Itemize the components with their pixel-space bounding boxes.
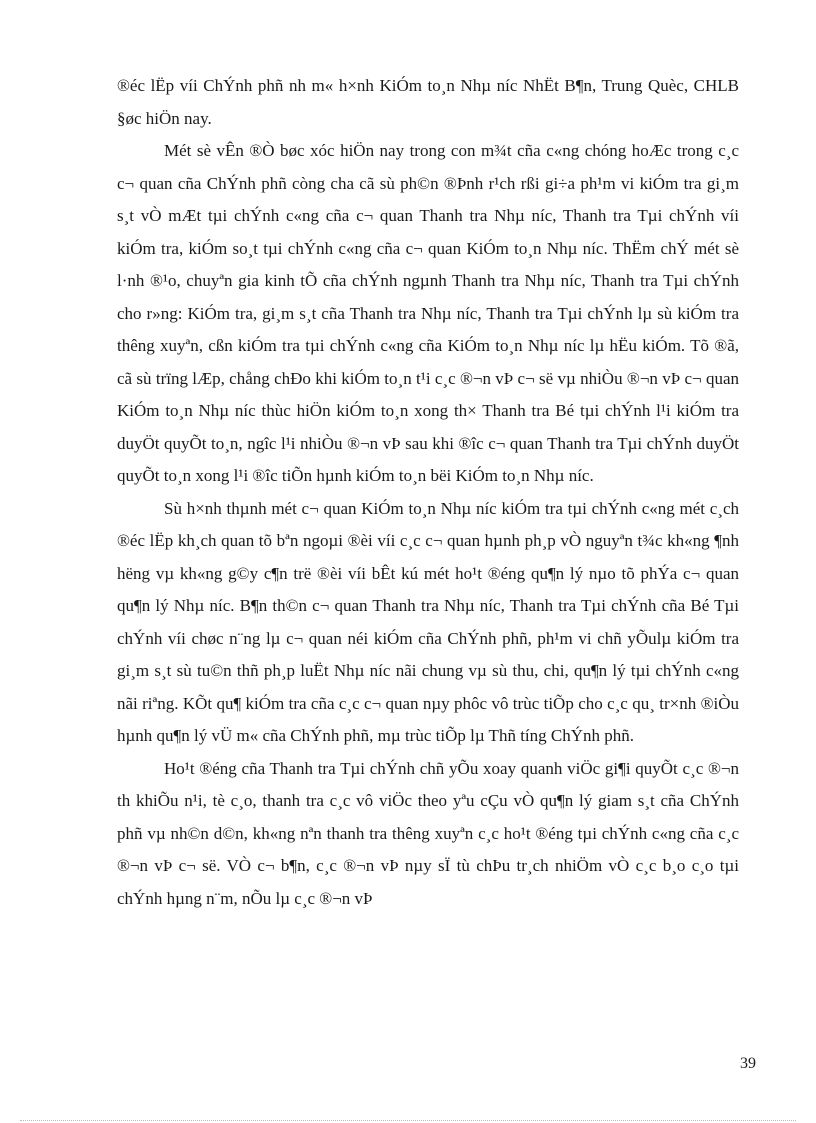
paragraph-2: Mét sè vÊn ®Ò bøc xóc hiÖn nay trong con m¾t cña c«ng chóng hoÆc trong c¸c c¬ quan cña ChÝnh phñ còng cha cã sù ph©n ®Þnh r¹ch rßi gi÷a ph¹m vi kiÓm tra gi¸m s¸t vÒ mÆt tµi chÝnh c«ng cña c¬ quan Thanh tra Nhµ níc, Thanh tra Tµi chÝnh víi kiÓm tra, kiÓm so¸t tµi chÝnh c«ng cña c¬ quan KiÓm to¸n Nhµ níc. ThËm chÝ mét sè l·nh ®¹o, chuyªn gia kinh tÕ cña chÝnh ngµnh Thanh tra Nhµ níc, Thanh tra Tµi chÝnh cho r»ng: KiÓm tra, gi¸m s¸t cña Thanh tra Nhµ níc, Thanh tra Tµi chÝnh lµ sù kiÓm tra thêng xuyªn, cßn kiÓm tra tµi chÝnh c«ng cña KiÓm to¸n Nhµ níc lµ hËu kiÓm. Tõ ®ã, cã sù trïng lÆp, chång chÐo khi kiÓm to¸n t¹i c¸c ®¬n vÞ c¬ së vµ nhiÒu ®¬n vÞ c¬ quan KiÓm to¸n Nhµ níc thùc hiÖn kiÓm to¸n xong th× Thanh tra Bé tµi chÝnh l¹i kiÓm tra duyÖt quyÕt to¸n, ngîc l¹i nhiÒu ®¬n vÞ sau khi ®îc c¬ quan Thanh tra Tµi chÝnh duyÖt quyÕt to¸n xong l¹i ®îc tiÕn hµnh kiÓm to¸n bëi KiÓm to¸n Nhµ níc. xyxy=(117,141,739,485)
page-bottom-divider xyxy=(20,1120,796,1121)
body-text xyxy=(117,70,739,915)
page-number: 39 xyxy=(740,1055,756,1072)
paragraph-3: Sù h×nh thµnh mét c¬ quan KiÓm to¸n Nhµ níc kiÓm tra tµi chÝnh c«ng mét c¸ch ®éc lËp kh¸ch quan tõ bªn ngoµi ®èi víi c¸c c¬ quan hµnh ph¸p vÒ nguyªn t¾c kh«ng ¶nh hëng vµ kh«ng g©y c¶n trë ®èi víi bÊt kú mét ho¹t ®éng qu¶n lý nµo tõ phÝa c¬ quan qu¶n lý Nhµ níc. B¶n th©n c¬ quan Thanh tra Nhµ níc, Thanh tra Tµi chÝnh cña Bé Tµi chÝnh víi chøc n¨ng lµ c¬ quan néi kiÓm cña ChÝnh phñ, ph¹m vi chñ yÕulµ kiÓm tra gi¸m s¸t sù tu©n thñ ph¸p luËt Nhµ níc nãi chung vµ sù thu, chi, qu¶n lý tµi chÝnh c«ng nãi riªng. KÕt qu¶ kiÓm tra cña c¸c c¬ quan nµy phôc vô trùc tiÕp cho c¸c qu¸ tr×nh ®iÒu hµnh qu¶n lý vÜ m« cña ChÝnh phñ, mµ trùc tiÕp lµ Thñ tíng ChÝnh phñ. xyxy=(117,498,739,745)
paragraph-4: Ho¹t ®éng cña Thanh tra Tµi chÝnh chñ yÕu xoay quanh viÖc gi¶i quyÕt c¸c ®¬n th khiÕu n¹i, tè c¸o, thanh tra c¸c vô viÖc theo yªu cÇu vÒ qu¶n lý giam s¸t cña ChÝnh phñ vµ nh©n d©n, kh«ng nªn thanh tra thêng xuyªn c¸c ho¹t ®éng tµi chÝnh c«ng cña c¸c ®¬n vÞ c¬ së. VÒ c¬ b¶n, c¸c ®¬n vÞ nµy sÏ tù chÞu tr¸ch nhiÖm vÒ c¸c b¸o c¸o tµi chÝnh hµng n¨m, nÕu lµ c¸c ®¬n vÞ xyxy=(117,758,739,908)
paragraph-1: ®éc lËp víi ChÝnh phñ nh m« h×nh KiÓm to¸n Nhµ níc NhËt B¶n, Trung Quèc, CHLB §øc hiÖn nay. xyxy=(117,76,739,128)
